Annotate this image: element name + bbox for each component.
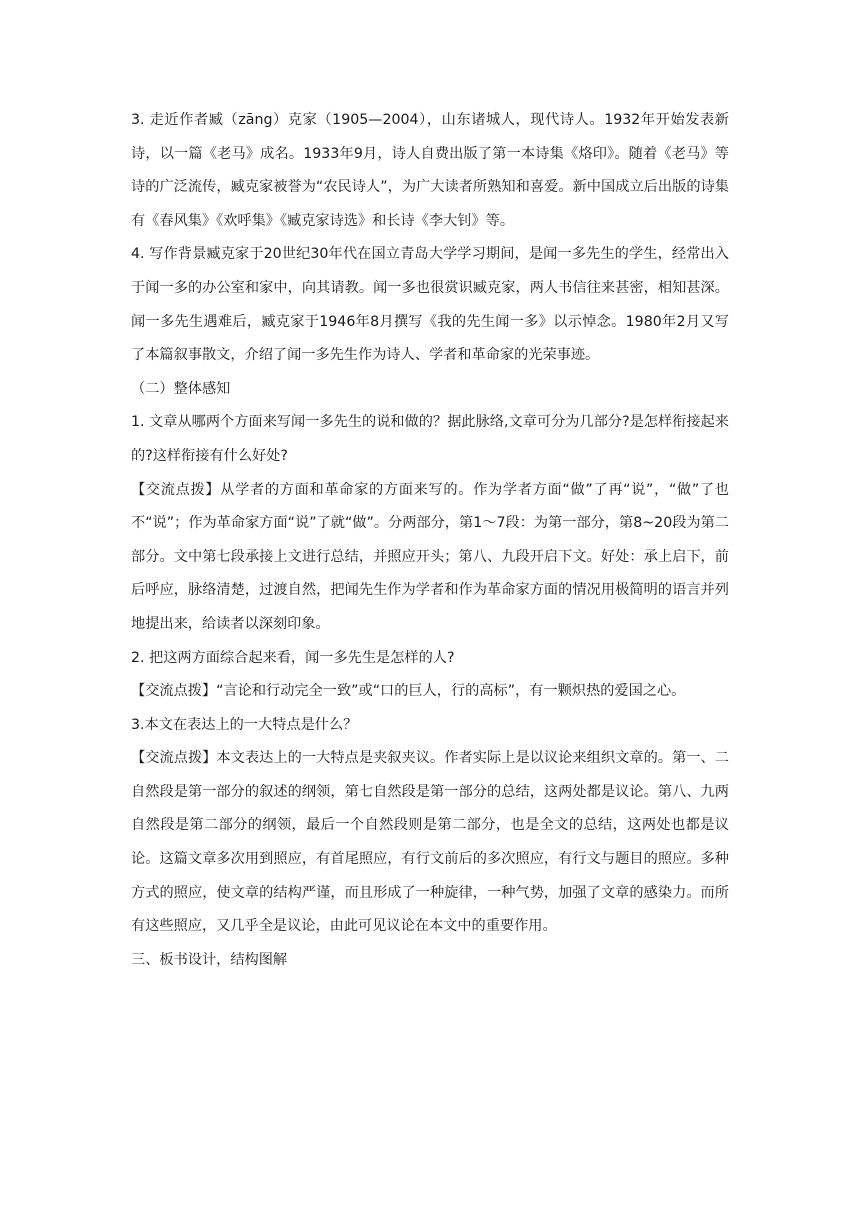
heading-board-design: 三、板书设计，结构图解 bbox=[131, 951, 288, 968]
answer-1: 【交流点拨】从学者的方面和革命家的方面来写的。作为学者方面“做”了再“说”，“做”了也不“说”；作为革命家方面“说”了就“做”。分两部分，第1～7段：为第一部分，第8~20段为第二部分。文中第七段承接上文进行总结，并照应开头；第八、九段开启下文。好处：承上启下，前后呼应，脉络清楚，过渡自然，把闻先生作为学者和作为革命家方面的情况用极简明的语言并列地提出来，给读者以深刻印象。 bbox=[131, 481, 729, 632]
answer-2: 【交流点拨】“言论和行动完全一致”或“口的巨人，行的高标”，有一颗炽热的爱国之心。 bbox=[131, 683, 686, 700]
question-2: 2. 把这两方面综合起来看，闻一多先生是怎样的人? bbox=[131, 649, 455, 666]
question-3: 3.本文在表达上的一大特点是什么？ bbox=[131, 716, 358, 733]
document-page bbox=[131, 104, 729, 977]
para-background: 4. 写作背景臧克家于20世纪30年代在国立青岛大学学习期间，是闻一多先生的学生，经常出入于闻一多的办公室和家中，向其请教。闻一多也很赏识臧克家，两人书信往来甚密，相知甚深。闻一多先生遇难后，臧克家于1946年8月撰写《我的先生闻一多》以示悼念。1980年2月又写了本篇叙事散文，介绍了闻一多先生作为诗人、学者和革命家的光荣事迹。 bbox=[131, 246, 729, 364]
answer-3: 【交流点拨】本文表达上的一大特点是夹叙夹议。作者实际上是以议论来组织文章的。第一、二自然段是第一部分的叙述的纲领，第七自然段是第一部分的总结，这两处都是议论。第八、九两自然段是第二部分的纲领，最后一个自然段则是第二部分，也是全文的总结，这两处也都是议论。这篇文章多次用到照应，有首尾照应，有行文前后的多次照应，有行文与题目的照应。多种方式的照应，使文章的结构严谨，而且形成了一种旋律，一种气势，加强了文章的感染力。而所有这些照应，又几乎全是议论，由此可见议论在本文中的重要作用。 bbox=[131, 750, 729, 935]
heading-overall: （二）整体感知 bbox=[131, 380, 231, 397]
question-1: 1. 文章从哪两个方面来写闻一多先生的说和做的？据此脉络,文章可分为几部分?是怎样衔接起来的?这样衔接有什么好处? bbox=[131, 414, 729, 464]
para-author: 3. 走近作者臧（zāng）克家（1905—2004），山东诸城人，现代诗人。1932年开始发表新诗，以一篇《老马》成名。1933年9月，诗人自费出版了第一本诗集《烙印》。随着《老马》等诗的广泛流传，臧克家被誉为“农民诗人”，为广大读者所熟知和喜爱。新中国成立后出版的诗集有《春风集》《欢呼集》《臧克家诗选》和长诗《李大钊》等。 bbox=[131, 112, 729, 229]
